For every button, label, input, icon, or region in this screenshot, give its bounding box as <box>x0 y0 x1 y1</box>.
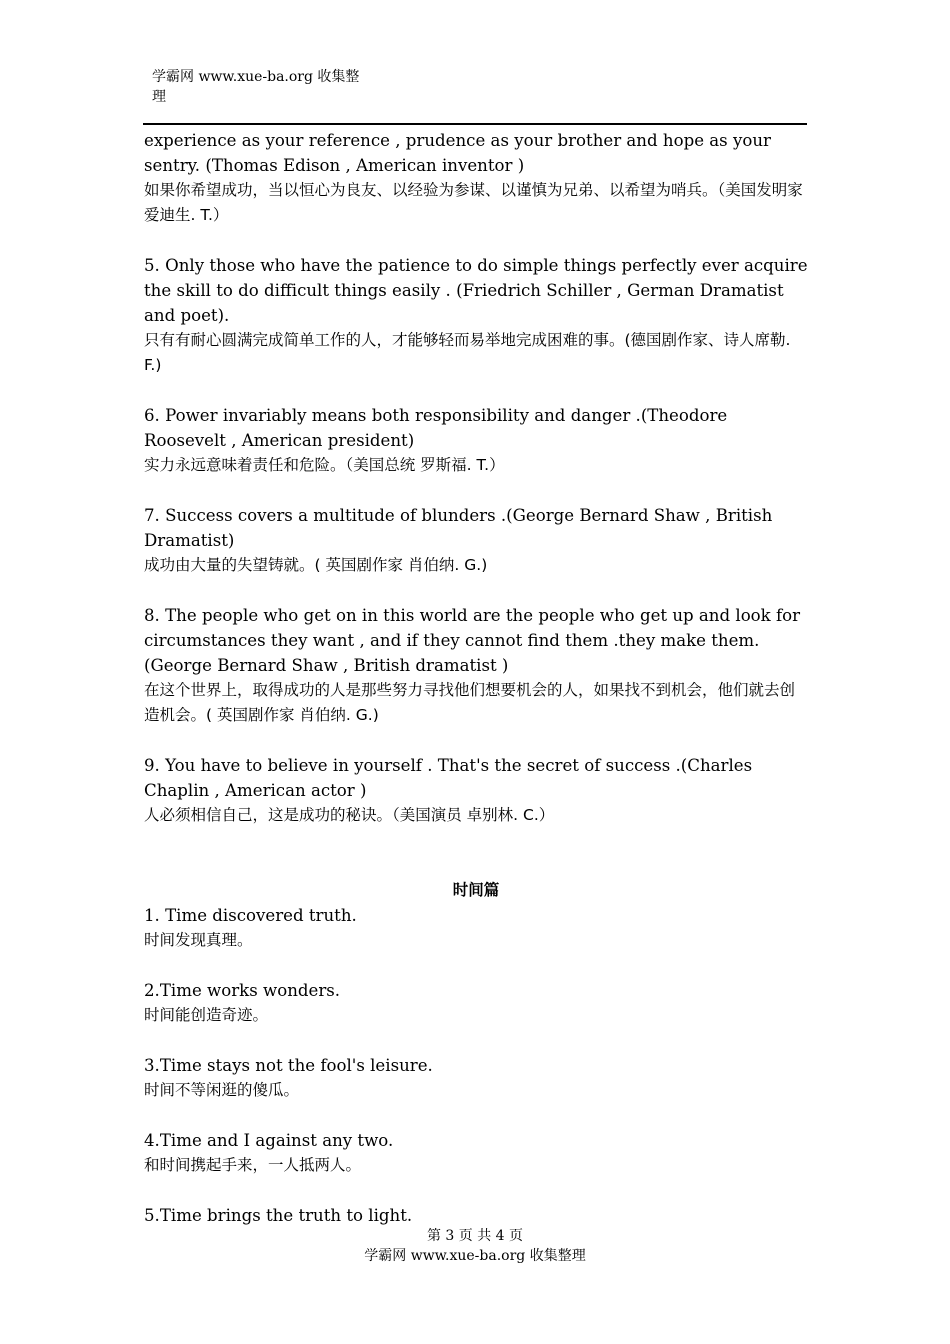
header-source-line-1: 学霸网 www.xue-ba.org 收集整 <box>152 69 360 85</box>
header-divider <box>143 123 807 125</box>
quote-block-continued <box>144 128 808 228</box>
quote-chinese: 时间不等闲逛的傻瓜。 <box>144 1081 300 1099</box>
quote-english: 1. Time discovered truth. <box>144 906 357 925</box>
time-quote-3 <box>144 1053 808 1103</box>
section-title-time: 时间篇 <box>452 881 500 899</box>
time-quote-5 <box>144 1203 808 1228</box>
quote-english: 4.Time and I against any two. <box>144 1131 394 1150</box>
document-body <box>144 128 808 1228</box>
time-quote-1 <box>144 903 808 953</box>
page-number: 第 3 页 共 4 页 <box>426 1228 524 1244</box>
quote-english: 5.Time brings the truth to light. <box>144 1206 413 1225</box>
quote-english: 3.Time stays not the fool's leisure. <box>144 1056 433 1075</box>
quote-block-9 <box>144 753 808 828</box>
time-quote-4 <box>144 1128 808 1178</box>
quote-chinese: 成功由大量的失望铸就。( 英国剧作家 肖伯纳. G.) <box>144 556 488 574</box>
quote-english: experience as your reference , prudence as your brother and hope as your sentry. (Thomas Edison , American inventor ) <box>144 131 771 175</box>
quote-english: 2.Time works wonders. <box>144 981 341 1000</box>
quote-block-8 <box>144 603 808 728</box>
quote-chinese: 实力永远意味着责任和危险。（美国总统 罗斯福. T.） <box>144 456 505 474</box>
page-footer <box>0 1226 950 1266</box>
quote-block-6 <box>144 403 808 478</box>
quote-chinese: 只有有耐心圆满完成简单工作的人，才能够轻而易举地完成困难的事。(德国剧作家、诗人席勒. F.) <box>144 331 791 374</box>
page-header <box>152 67 372 107</box>
quote-english: 7. Success covers a multitude of blunders .(George Bernard Shaw , British Dramatist) <box>144 506 773 550</box>
quote-chinese: 如果你希望成功，当以恒心为良友、以经验为参谋、以谨慎为兄弟、以希望为哨兵。（美国发明家 爱迪生. T.） <box>144 181 803 224</box>
section-spacer <box>144 853 808 878</box>
quote-english: 5. Only those who have the patience to do simple things perfectly ever acquire the skill to do difficult things easily . (Friedrich Schiller , German Dramatist and poet). <box>144 256 808 325</box>
quote-english: 8. The people who get on in this world are the people who get up and look for circumstances they want , and if they cannot find them .they make them. (George Bernard Shaw , British dramatist ) <box>144 606 801 675</box>
quote-chinese: 在这个世界上，取得成功的人是那些努力寻找他们想要机会的人，如果找不到机会，他们就去创造机会。( 英国剧作家 肖伯纳. G.) <box>144 681 796 724</box>
footer-source: 学霸网 www.xue-ba.org 收集整理 <box>364 1248 586 1264</box>
quote-chinese: 时间能创造奇迹。 <box>144 1006 269 1024</box>
header-source-line-2: 理 <box>152 89 166 105</box>
quote-chinese: 时间发现真理。 <box>144 931 253 949</box>
quote-english: 6. Power invariably means both responsibility and danger .(Theodore Roosevelt , American president) <box>144 406 728 450</box>
time-quote-2 <box>144 978 808 1028</box>
quote-chinese: 人必须相信自己，这是成功的秘诀。（美国演员 卓别林. C.） <box>144 806 555 824</box>
quote-block-7 <box>144 503 808 578</box>
quote-chinese: 和时间携起手来，一人抵两人。 <box>144 1156 362 1174</box>
quote-english: 9. You have to believe in yourself . That's the secret of success .(Charles Chaplin , American actor ) <box>144 756 753 800</box>
quote-block-5 <box>144 253 808 378</box>
